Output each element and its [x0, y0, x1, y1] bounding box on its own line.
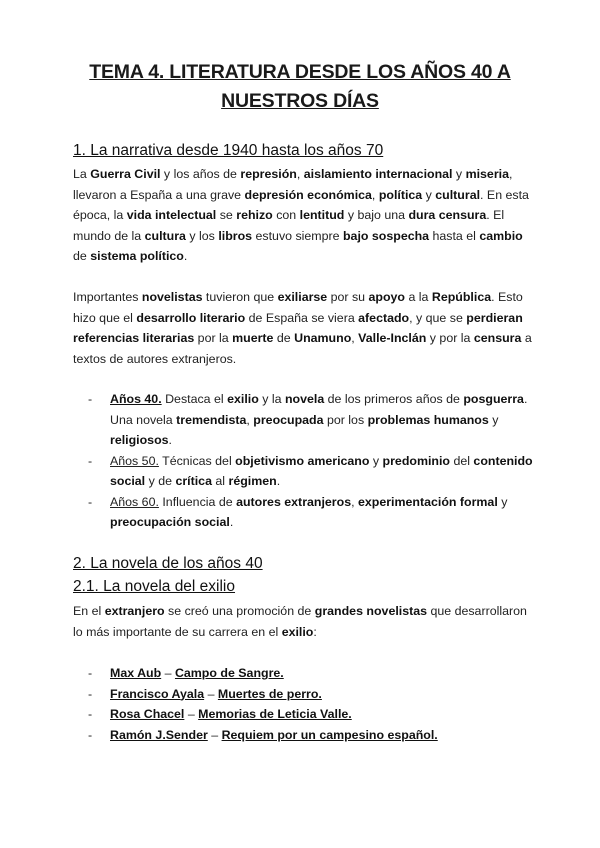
page-title: [40, 58, 560, 116]
text-run: a la: [405, 290, 432, 304]
text-run: . El mundo de la: [73, 208, 505, 243]
author-name: Ramón J.Sender: [110, 727, 208, 742]
text-run: y bajo una: [344, 208, 409, 222]
text-run: En el: [73, 604, 105, 618]
list-item-text: [110, 495, 507, 530]
author-name: Max Aub: [110, 666, 162, 680]
text-run: .: [183, 249, 188, 263]
text-run: Destaca el: [161, 392, 228, 406]
bold-text: sistema político: [90, 249, 184, 263]
work-title: Requiem por un campesino español.: [221, 727, 438, 742]
bold-text: tremendista: [176, 412, 247, 427]
author-item: [73, 704, 533, 725]
section-1-heading: 1. La narrativa desde 1940 hasta los años 70: [73, 142, 384, 159]
bold-text: represión: [240, 167, 297, 181]
bold-text: Guerra Civil: [90, 167, 161, 181]
list-item-40s: [73, 389, 533, 451]
text-run: por su: [327, 290, 369, 304]
text-run: ,: [351, 494, 358, 509]
section-2-paragraph-1: [73, 601, 533, 642]
text-run: de los primeros años de: [324, 392, 464, 406]
bold-text: aislamiento internacional: [303, 167, 453, 181]
bold-text: miseria: [465, 167, 509, 181]
text-run: y por la: [426, 331, 474, 345]
text-run: del: [450, 453, 474, 468]
text-run: con: [272, 208, 300, 222]
bold-text: exiliarse: [277, 290, 328, 304]
section-2-1-heading: 2.1. La novela del exilio: [73, 578, 236, 595]
text-run: de España se viera: [245, 310, 359, 325]
author-item: [73, 725, 533, 746]
title-line-1: TEMA 4. LITERATURA DESDE LOS AÑOS 40 A: [89, 61, 511, 83]
bold-text: exilio: [227, 392, 259, 406]
text-run: Técnicas del: [158, 453, 236, 468]
text-run: .: [276, 474, 281, 488]
work-title: Muertes de perro.: [217, 686, 322, 701]
author-item: [73, 684, 533, 705]
text-run: y la: [258, 392, 285, 406]
bold-text: contenido social: [110, 453, 533, 488]
dash-marker: -: [88, 686, 93, 701]
author-separator: –: [184, 707, 199, 721]
dash-marker: -: [88, 666, 93, 680]
bold-text: novelistas: [141, 290, 203, 304]
text-run: y: [488, 412, 499, 427]
bold-text: extranjero: [104, 604, 165, 618]
list-item-text: [110, 392, 527, 447]
text-run: Influencia de: [158, 494, 237, 509]
bold-text: República: [431, 290, 492, 304]
author-item: [73, 663, 533, 684]
text-run: y: [369, 453, 383, 468]
bold-text: exilio: [281, 624, 314, 639]
bold-text: Valle-Inclán: [358, 331, 427, 345]
text-run: hasta el: [429, 228, 480, 243]
text-run: ,: [371, 187, 379, 202]
text-run: . Esto hizo que el: [73, 290, 523, 325]
bold-text: bajo sospecha: [342, 228, 430, 243]
bold-text: libros: [218, 228, 253, 243]
text-run: que desarrollaron lo más importante de su carrera en el: [73, 604, 527, 639]
text-run: por los: [323, 412, 368, 427]
author-separator: –: [161, 666, 175, 680]
author-name: Francisco Ayala: [110, 686, 205, 701]
text-run: ,: [246, 412, 254, 427]
bold-text: desarrollo literario: [136, 310, 246, 325]
text-run: se: [216, 208, 237, 222]
author-separator: –: [204, 686, 218, 701]
bold-text: cultural: [435, 187, 481, 202]
bold-text: muerte: [232, 331, 274, 345]
bold-text: apoyo: [368, 290, 406, 304]
text-run: La: [73, 167, 91, 181]
author-name: Rosa Chacel: [110, 707, 185, 721]
bold-text: problemas humanos: [367, 412, 489, 427]
text-run: .: [168, 433, 172, 447]
section-2-heading: 2. La novela de los años 40: [73, 555, 263, 572]
text-run: y los años de: [160, 167, 241, 181]
dash-marker: -: [88, 494, 93, 509]
bold-text: predominio: [382, 453, 450, 468]
text-run: al: [211, 474, 229, 488]
title-line-2: NUESTROS DÍAS: [221, 90, 379, 112]
section-1-paragraph-1: [73, 164, 533, 267]
bold-text: depresión económica: [244, 187, 372, 202]
text-run: y los: [185, 228, 219, 243]
bold-text: Años 40.: [110, 392, 162, 406]
text-run: y: [497, 494, 508, 509]
bold-text: experimentación formal: [357, 494, 498, 509]
bold-text: lentitud: [299, 208, 345, 222]
text-run: Años 50.: [110, 453, 159, 468]
text-run: y: [422, 187, 436, 202]
bold-text: régimen: [228, 474, 277, 488]
bold-text: Unamuno: [294, 331, 352, 345]
text-run: estuvo siempre: [252, 228, 343, 243]
bold-text: objetivismo americano: [235, 453, 370, 468]
bold-text: rehizo: [236, 208, 273, 222]
text-run: .: [229, 515, 234, 529]
text-run: ,: [296, 167, 304, 181]
bold-text: perdieran referencias literarias: [73, 310, 523, 345]
bold-text: cambio: [479, 228, 523, 243]
text-run: por la: [194, 331, 233, 345]
bold-text: preocupada: [253, 412, 324, 427]
bold-text: preocupación social: [110, 515, 230, 529]
bold-text: posguerra: [463, 392, 524, 406]
dash-marker: -: [88, 727, 93, 742]
list-item-text: [110, 454, 533, 489]
text-run: de: [73, 249, 91, 263]
bold-text: vida intelectual: [126, 208, 217, 222]
bold-text: grandes novelistas: [314, 604, 428, 618]
text-run: , llevaron a España a una grave: [73, 167, 513, 202]
bold-text: crítica: [175, 474, 212, 488]
bold-text: religiosos: [110, 433, 169, 447]
text-run: Años 60.: [110, 494, 159, 509]
bold-text: censura: [473, 331, 522, 345]
text-run: Importantes: [73, 290, 142, 304]
text-run: , y que se: [409, 310, 467, 325]
list-item-50s: [73, 451, 533, 492]
text-run: y: [452, 167, 466, 181]
work-title: Memorias de Leticia Valle.: [198, 707, 352, 721]
text-run: tuvieron que: [202, 290, 278, 304]
dash-marker: -: [88, 392, 93, 406]
dash-marker: -: [88, 707, 93, 721]
text-run: a textos de autores extranjeros.: [73, 331, 532, 366]
work-title: Campo de Sangre.: [174, 666, 284, 680]
decades-list: [73, 389, 533, 533]
bold-text: novela: [284, 392, 325, 406]
bold-text: afectado: [358, 310, 410, 325]
text-run: ,: [351, 331, 359, 345]
bold-text: política: [378, 187, 423, 202]
text-run: . Una novela: [110, 392, 528, 427]
text-run: se creó una promoción de: [164, 604, 315, 618]
bold-text: cultura: [144, 228, 186, 243]
list-item-60s: [73, 492, 533, 533]
text-run: y de: [145, 474, 176, 488]
author-separator: –: [207, 727, 222, 742]
text-run: :: [313, 624, 317, 639]
exile-authors-list: [73, 663, 533, 745]
text-run: . En esta época, la: [73, 187, 529, 222]
dash-marker: -: [88, 453, 93, 468]
section-1-paragraph-2: [73, 287, 533, 369]
text-run: de: [273, 331, 295, 345]
bold-text: autores extranjeros: [236, 494, 352, 509]
bold-text: dura censura: [408, 208, 487, 222]
